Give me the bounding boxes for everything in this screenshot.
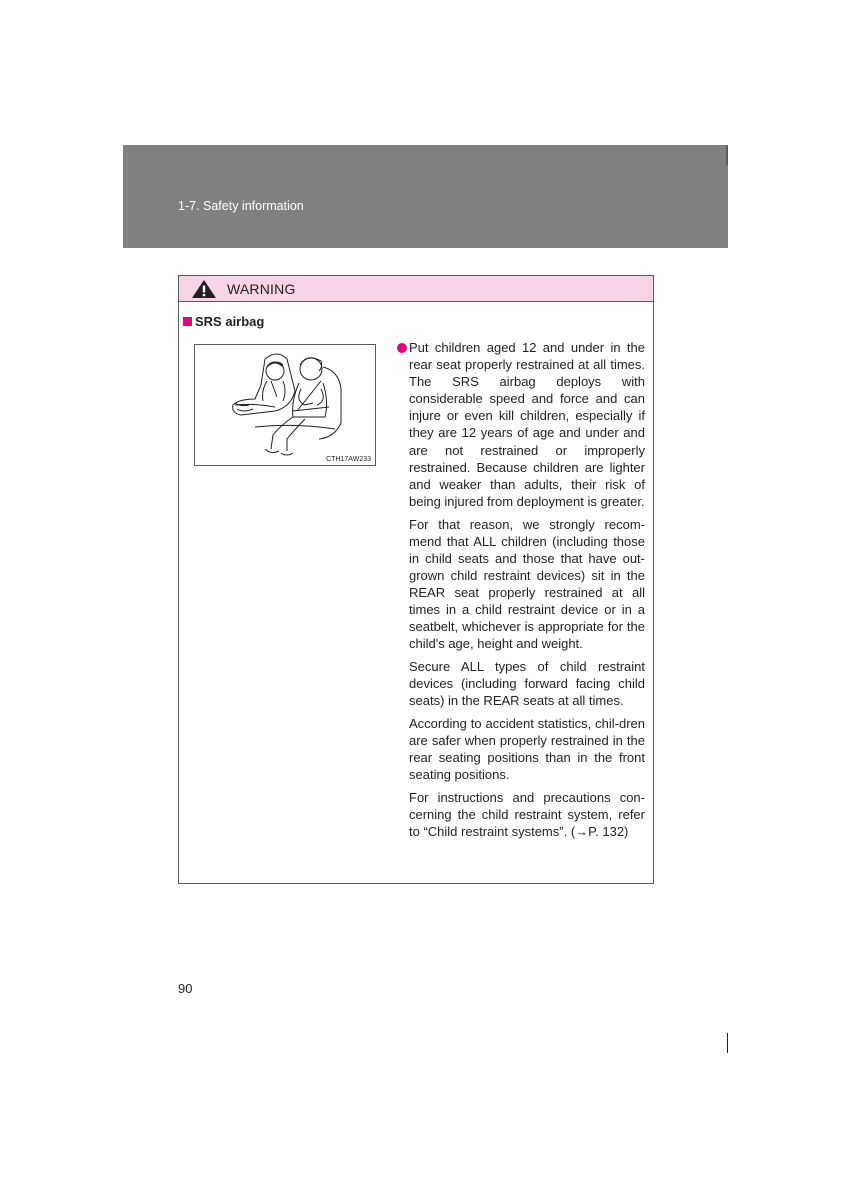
paragraph: For that reason, we strongly recom-mend that ALL children (including those in child seats and those that have out-grown child restraint devices) sit in the REAR seat properly restrained at all times in a child restraint device or in a seatbelt, whichever is appropriate for the child's age, height and weight.	[409, 516, 645, 652]
square-bullet-icon	[183, 317, 192, 326]
round-bullet-icon	[397, 343, 407, 353]
section-title: 1-7. Safety information	[178, 199, 304, 213]
bullet-paragraph-text: Put children aged 12 and under in the rear seat properly restrained at all times. The SRS airbag deploys with considerable speed and force and can injure or even kill children, especially if they are 12 years of age and under and are not restrained or improperly restrained. Because children are lighter and weaker than adults, their risk of being injured from deployment is greater.	[409, 340, 645, 509]
subheading	[183, 314, 264, 329]
header-band	[123, 145, 728, 248]
subheading-text: SRS airbag	[195, 314, 265, 329]
edge-mark	[727, 1033, 728, 1053]
warning-body	[409, 339, 645, 846]
warning-triangle-icon	[191, 279, 217, 299]
paragraph: According to accident statistics, chil-dren are safer when properly restrained in the rear seating positions than in the front seating positions.	[409, 715, 645, 783]
page-number: 90	[178, 981, 193, 996]
children-in-seats-icon	[195, 345, 375, 465]
figure-code: CTH17AW233	[326, 456, 371, 463]
bullet-paragraph	[409, 339, 645, 510]
child-seat-illustration	[194, 344, 376, 466]
warning-header	[179, 276, 653, 302]
warning-title: WARNING	[227, 280, 296, 297]
paragraph: For instructions and precautions con-cerning the child restraint system, refer to “Child restraint systems”. (→P. 132)	[409, 789, 645, 839]
warning-box	[178, 275, 654, 884]
header-edge-tick	[726, 145, 728, 165]
paragraph: Secure ALL types of child restraint devices (including forward facing child seats) in the REAR seats at all times.	[409, 658, 645, 709]
